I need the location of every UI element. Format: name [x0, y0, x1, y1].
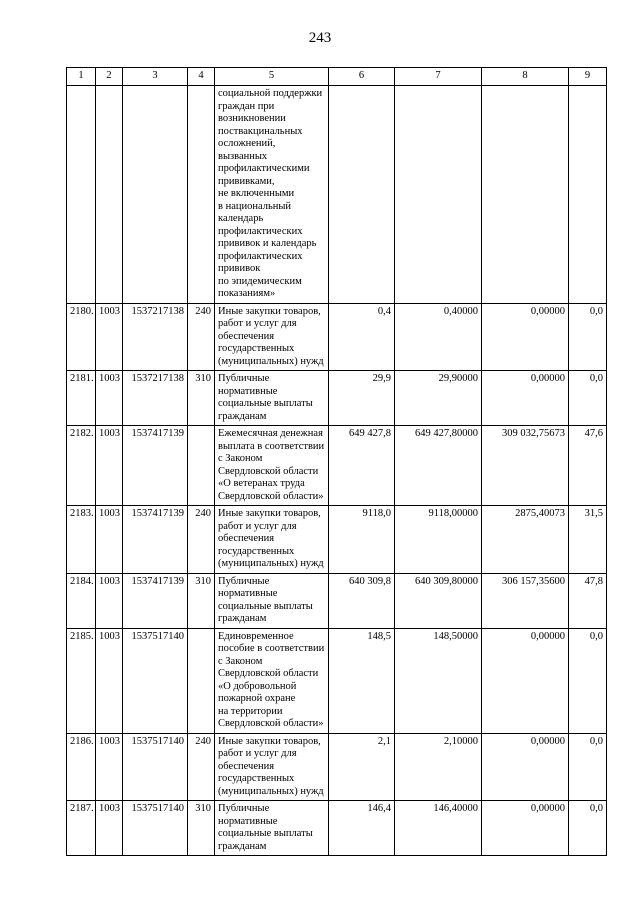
description-cell: Публичные нормативные социальные выплаты гражданам — [215, 801, 329, 856]
row-number-cell: 2185. — [67, 628, 96, 733]
table-row — [67, 506, 607, 574]
planned-amount-cell: 9118,0 — [329, 506, 395, 574]
executed-amount-cell: 0,00000 — [482, 628, 569, 733]
description-cell: Публичные нормативные социальные выплаты гражданам — [215, 371, 329, 426]
page-number: 243 — [308, 30, 332, 46]
table-row — [67, 573, 607, 628]
section-code-cell: 1003 — [96, 506, 123, 574]
expense-type-cell: 240 — [188, 303, 215, 371]
row-number-cell: 2182. — [67, 426, 96, 506]
approved-amount-cell: 9118,00000 — [395, 506, 482, 574]
target-article-cell: 1537417139 — [123, 506, 188, 574]
planned-amount-cell: 0,4 — [329, 303, 395, 371]
table-row — [67, 426, 607, 506]
planned-amount-cell: 146,4 — [329, 801, 395, 856]
description-cell: Единовременное пособие в соответствии с Законом Свердловской области «О добровольной пожарной охране на территории Свердловской области» — [215, 628, 329, 733]
table-body — [67, 86, 607, 856]
column-number-row — [67, 68, 607, 86]
description-cell: социальной поддержки граждан при возникновении поствакцинальных осложнений, вызванных профилактическими прививками, не включенными в национальный календарь профилактических прививок и календарь профилактических прививок по эпидемическим показаниям» — [215, 86, 329, 304]
executed-amount-cell: 0,00000 — [482, 733, 569, 801]
row-number-cell: 2186. — [67, 733, 96, 801]
approved-amount-cell — [395, 86, 482, 304]
column-header: 5 — [215, 68, 329, 86]
table-row — [67, 303, 607, 371]
section-code-cell: 1003 — [96, 371, 123, 426]
row-number-cell: 2187. — [67, 801, 96, 856]
execution-percent-cell: 0,0 — [569, 303, 607, 371]
target-article-cell — [123, 86, 188, 304]
description-cell: Публичные нормативные социальные выплаты гражданам — [215, 573, 329, 628]
target-article-cell: 1537217138 — [123, 303, 188, 371]
planned-amount-cell: 148,5 — [329, 628, 395, 733]
section-code-cell: 1003 — [96, 801, 123, 856]
approved-amount-cell: 2,10000 — [395, 733, 482, 801]
execution-percent-cell — [569, 86, 607, 304]
executed-amount-cell: 2875,40073 — [482, 506, 569, 574]
section-code-cell: 1003 — [96, 573, 123, 628]
row-number-cell: 2183. — [67, 506, 96, 574]
approved-amount-cell: 148,50000 — [395, 628, 482, 733]
description-cell: Иные закупки товаров, работ и услуг для обеспечения государственных (муниципальных) нужд — [215, 506, 329, 574]
row-number-cell: 2181. — [67, 371, 96, 426]
approved-amount-cell: 649 427,80000 — [395, 426, 482, 506]
section-code-cell: 1003 — [96, 303, 123, 371]
executed-amount-cell: 309 032,75673 — [482, 426, 569, 506]
approved-amount-cell: 29,90000 — [395, 371, 482, 426]
approved-amount-cell: 146,40000 — [395, 801, 482, 856]
table-row — [67, 371, 607, 426]
execution-percent-cell: 0,0 — [569, 371, 607, 426]
target-article-cell: 1537417139 — [123, 426, 188, 506]
column-header: 1 — [67, 68, 96, 86]
section-code-cell — [96, 86, 123, 304]
execution-percent-cell: 31,5 — [569, 506, 607, 574]
description-cell: Иные закупки товаров, работ и услуг для обеспечения государственных (муниципальных) нужд — [215, 303, 329, 371]
approved-amount-cell: 640 309,80000 — [395, 573, 482, 628]
row-number-cell: 2180. — [67, 303, 96, 371]
column-header: 8 — [482, 68, 569, 86]
executed-amount-cell: 0,00000 — [482, 303, 569, 371]
expense-type-cell: 240 — [188, 506, 215, 574]
column-header: 4 — [188, 68, 215, 86]
approved-amount-cell: 0,40000 — [395, 303, 482, 371]
column-header: 9 — [569, 68, 607, 86]
description-cell: Ежемесячная денежная выплата в соответствии с Законом Свердловской области «О ветеранах труда Свердловской области» — [215, 426, 329, 506]
target-article-cell: 1537517140 — [123, 733, 188, 801]
expense-type-cell — [188, 426, 215, 506]
executed-amount-cell — [482, 86, 569, 304]
executed-amount-cell: 306 157,35600 — [482, 573, 569, 628]
table-row — [67, 801, 607, 856]
planned-amount-cell: 649 427,8 — [329, 426, 395, 506]
target-article-cell: 1537517140 — [123, 801, 188, 856]
execution-percent-cell: 47,6 — [569, 426, 607, 506]
expense-type-cell — [188, 628, 215, 733]
planned-amount-cell: 2,1 — [329, 733, 395, 801]
planned-amount-cell — [329, 86, 395, 304]
column-header: 6 — [329, 68, 395, 86]
table-row — [67, 86, 607, 304]
expense-type-cell — [188, 86, 215, 304]
execution-percent-cell: 0,0 — [569, 801, 607, 856]
table-row — [67, 733, 607, 801]
column-header: 2 — [96, 68, 123, 86]
expense-type-cell: 240 — [188, 733, 215, 801]
row-number-cell: 2184. — [67, 573, 96, 628]
executed-amount-cell: 0,00000 — [482, 801, 569, 856]
budget-table — [66, 67, 607, 856]
target-article-cell: 1537217138 — [123, 371, 188, 426]
expense-type-cell: 310 — [188, 801, 215, 856]
execution-percent-cell: 47,8 — [569, 573, 607, 628]
planned-amount-cell: 29,9 — [329, 371, 395, 426]
expense-type-cell: 310 — [188, 371, 215, 426]
executed-amount-cell: 0,00000 — [482, 371, 569, 426]
target-article-cell: 1537517140 — [123, 628, 188, 733]
column-header: 3 — [123, 68, 188, 86]
execution-percent-cell: 0,0 — [569, 733, 607, 801]
execution-percent-cell: 0,0 — [569, 628, 607, 733]
table-row — [67, 628, 607, 733]
section-code-cell: 1003 — [96, 733, 123, 801]
expense-type-cell: 310 — [188, 573, 215, 628]
section-code-cell: 1003 — [96, 628, 123, 733]
column-header: 7 — [395, 68, 482, 86]
section-code-cell: 1003 — [96, 426, 123, 506]
planned-amount-cell: 640 309,8 — [329, 573, 395, 628]
target-article-cell: 1537417139 — [123, 573, 188, 628]
row-number-cell — [67, 86, 96, 304]
description-cell: Иные закупки товаров, работ и услуг для обеспечения государственных (муниципальных) нужд — [215, 733, 329, 801]
